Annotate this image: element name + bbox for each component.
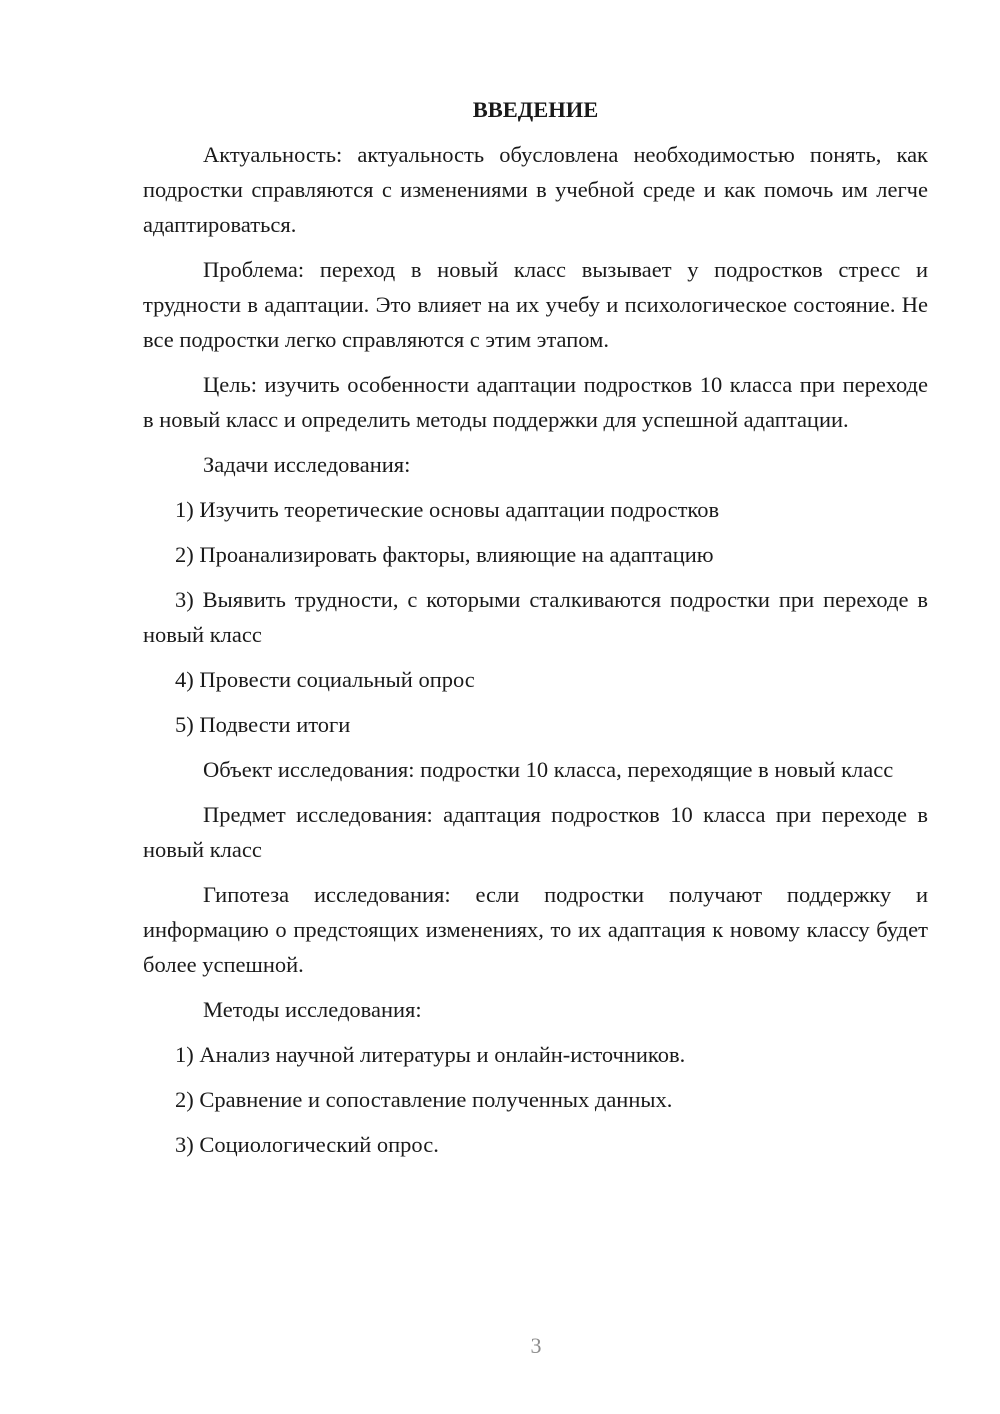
task-item: 5) Подвести итоги: [175, 712, 351, 737]
task-item: 1) Изучить теоретические основы адаптации подростков: [175, 497, 720, 522]
hypothesis-paragraph: Гипотеза исследования: если подростки получают поддержку и информацию о предстоящих изменениях, то их адаптация к новому классу будет более успешной.: [143, 882, 928, 977]
object-paragraph: Объект исследования: подростки 10 класса, переходящие в новый класс: [203, 757, 894, 782]
subject-paragraph: Предмет исследования: адаптация подростков 10 класса при переходе в новый класс: [143, 802, 928, 862]
task-item: 2) Проанализировать факторы, влияющие на адаптацию: [175, 542, 714, 567]
method-item: 3) Социологический опрос.: [175, 1132, 439, 1157]
goal-paragraph: Цель: изучить особенности адаптации подростков 10 класса при переходе в новый класс и определить методы поддержки для успешной адаптации.: [143, 372, 928, 432]
document-page: [143, 92, 928, 1172]
tasks-heading: Задачи исследования:: [203, 452, 411, 477]
task-item: 3) Выявить трудности, с которыми сталкиваются подростки при переходе в новый класс: [143, 587, 928, 647]
method-item: 2) Сравнение и сопоставление полученных данных.: [175, 1087, 673, 1112]
problem-paragraph: Проблема: переход в новый класс вызывает у подростков стресс и трудности в адаптации. Это влияет на их учебу и психологическое состояние. Не все подростки легко справляются с этим этапом.: [143, 257, 928, 352]
relevance-paragraph: Актуальность: актуальность обусловлена необходимостью понять, как подростки справляются с изменениями в учебной среде и как помочь им легче адаптироваться.: [143, 142, 928, 237]
page-title: ВВЕДЕНИЕ: [472, 97, 599, 122]
method-item: 1) Анализ научной литературы и онлайн-источников.: [175, 1042, 686, 1067]
page-number: 3: [530, 1333, 542, 1358]
task-item: 4) Провести социальный опрос: [175, 667, 475, 692]
methods-heading: Методы исследования:: [203, 997, 422, 1022]
